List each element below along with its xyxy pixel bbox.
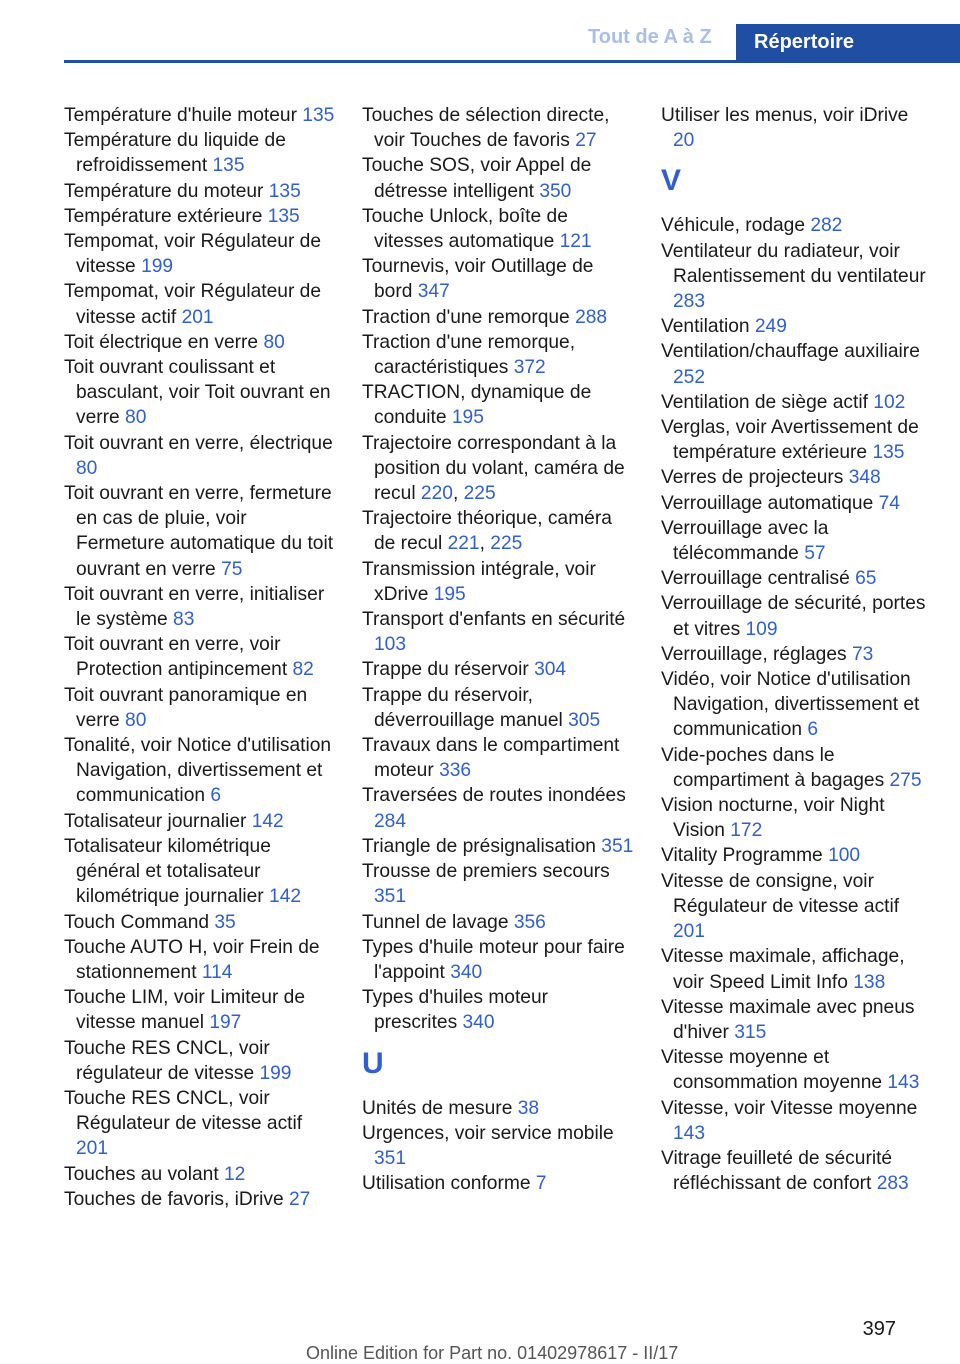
index-entry bbox=[362, 657, 634, 682]
index-entry bbox=[64, 1036, 336, 1086]
index-entry: Trajectoire correspondant à la position du volant, caméra de recul 220, 225 bbox=[362, 432, 625, 505]
page-link[interactable]: 135 bbox=[302, 105, 335, 126]
page-link[interactable]: 102 bbox=[873, 391, 906, 413]
section-tab[interactable]: Répertoire bbox=[736, 24, 960, 62]
page-link[interactable]: 138 bbox=[853, 971, 886, 993]
index-entry bbox=[362, 305, 634, 330]
index-entry bbox=[64, 1187, 336, 1212]
page-link[interactable]: 57 bbox=[804, 543, 826, 565]
page-link[interactable]: 372 bbox=[513, 357, 546, 379]
page-link[interactable]: 80 bbox=[76, 457, 98, 479]
entry-term: Tempomat, voir Régulateur de vitesse actif bbox=[64, 281, 322, 328]
letter-heading: U bbox=[362, 1046, 384, 1080]
index-entry bbox=[661, 339, 933, 389]
page-link[interactable]: 221 bbox=[447, 533, 480, 555]
page-link[interactable]: 135 bbox=[872, 442, 905, 464]
entry-term: Vitesse maximale, affichage, voir Speed Limit Info bbox=[661, 946, 905, 993]
index-column-3 bbox=[661, 103, 933, 1196]
entry-term: Verrouillage automatique bbox=[661, 492, 879, 514]
entry-term: Trousse de premiers secours bbox=[362, 861, 610, 883]
index-entry bbox=[64, 128, 336, 178]
index-entry bbox=[64, 683, 336, 733]
page-link[interactable]: 6 bbox=[210, 785, 222, 807]
page-link[interactable]: 135 bbox=[268, 180, 301, 202]
page-link[interactable]: 109 bbox=[745, 618, 778, 640]
page-link[interactable]: 6 bbox=[807, 719, 819, 741]
page-link[interactable]: 283 bbox=[876, 1173, 909, 1195]
page-link[interactable]: 65 bbox=[855, 568, 877, 590]
index-entry bbox=[661, 843, 933, 868]
index-entry bbox=[661, 944, 933, 994]
entry-term: Types d'huiles moteur prescrites bbox=[362, 987, 549, 1034]
page-link[interactable]: 275 bbox=[889, 769, 922, 791]
entry-term: Verrouillage avec la télécommande bbox=[661, 517, 829, 565]
entry-term: Touche RES CNCL, voir régulateur de vitesse bbox=[64, 1037, 270, 1084]
page-link[interactable]: 121 bbox=[559, 231, 592, 253]
entry-term: Touche Unlock, boîte de vitesses automatique bbox=[362, 205, 568, 253]
entry-term: Types d'huile moteur pour faire l'appoint bbox=[362, 936, 625, 983]
index-entry bbox=[362, 935, 634, 985]
entry-term: Traversées de routes inondées bbox=[362, 785, 626, 807]
index-entry bbox=[64, 733, 336, 809]
page-link[interactable]: 114 bbox=[201, 961, 233, 983]
entry-term: Touche SOS, voir Appel de détresse intelligent bbox=[362, 155, 592, 202]
entry-term: Verrouillage, réglages bbox=[661, 643, 852, 665]
page-link[interactable]: 7 bbox=[535, 1173, 547, 1195]
chapter-tab[interactable]: Tout de A à Z bbox=[588, 26, 712, 48]
page-link[interactable]: 199 bbox=[259, 1062, 292, 1084]
entry-term: Toit ouvrant en verre, initialiser le système bbox=[64, 583, 325, 631]
index-entry bbox=[661, 103, 933, 153]
page-link[interactable]: 143 bbox=[887, 1072, 920, 1094]
index-entry bbox=[64, 481, 336, 582]
index-entry bbox=[64, 985, 336, 1035]
index-entry bbox=[362, 910, 634, 935]
page-link[interactable]: 201 bbox=[76, 1138, 109, 1160]
entry-term: Vitesse, voir Vitesse moyenne bbox=[661, 1097, 918, 1119]
entry-term: Toit électrique en verre bbox=[64, 331, 264, 353]
index-entry bbox=[661, 314, 933, 339]
entry-term: Toit ouvrant coulissant et basculant, voir Toit ouvrant en verre bbox=[64, 357, 331, 429]
entry-term: Véhicule, rodage bbox=[661, 215, 811, 237]
page-link[interactable]: 74 bbox=[878, 492, 900, 514]
index-entry bbox=[64, 1086, 336, 1162]
page-link[interactable]: 288 bbox=[575, 306, 608, 328]
entry-term: Ventilation/chauffage auxiliaire bbox=[661, 341, 920, 363]
entry-term: Verrouillage centralisé bbox=[661, 568, 856, 590]
entry-term: TRACTION, dynamique de conduite bbox=[362, 382, 592, 429]
entry-term: Vitality Programme bbox=[661, 845, 829, 867]
page-link[interactable]: 80 bbox=[125, 407, 147, 429]
entry-term: Température d'huile moteur bbox=[64, 105, 303, 126]
index-entry bbox=[64, 279, 336, 329]
entry-term: Traction d'une remorque, caractéristiques bbox=[362, 331, 576, 379]
entry-term: Vitesse maximale avec pneus d'hiver bbox=[661, 996, 915, 1043]
index-entry bbox=[362, 380, 634, 430]
page-link[interactable]: 282 bbox=[810, 215, 843, 237]
entry-term: Totalisateur journalier bbox=[64, 810, 252, 832]
page-link[interactable]: 225 bbox=[463, 483, 496, 505]
entry-term: Trajectoire correspondant à la position du volant, caméra de recul bbox=[362, 432, 625, 505]
index-entry bbox=[661, 491, 933, 516]
index-entry: Trajectoire théorique, caméra de recul 221, 225 bbox=[362, 508, 612, 555]
entry-term: Ventilateur du radiateur, voir Ralentissement du ventilateur bbox=[661, 240, 926, 287]
entry-term: Verglas, voir Avertissement de température extérieure bbox=[661, 417, 919, 464]
entry-term: Toit ouvrant en verre, voir Protection antipincement bbox=[64, 634, 293, 681]
entry-term: Triangle de présignalisation bbox=[362, 835, 602, 857]
index-entry bbox=[362, 1171, 634, 1196]
index-entry bbox=[64, 330, 336, 355]
index-entry bbox=[661, 1045, 933, 1095]
page-link[interactable]: 350 bbox=[539, 180, 572, 202]
index-entry bbox=[362, 153, 634, 203]
entry-term: Tournevis, voir Outillage de bord bbox=[362, 256, 594, 303]
page-link[interactable]: 172 bbox=[730, 820, 763, 842]
index-entry bbox=[64, 834, 336, 910]
index-entry bbox=[661, 516, 933, 566]
page-link[interactable]: 195 bbox=[433, 583, 466, 605]
entry-term: Vitesse de consigne, voir Régulateur de vitesse actif bbox=[661, 870, 900, 917]
page-link[interactable]: 12 bbox=[224, 1163, 246, 1185]
index-entry bbox=[64, 582, 336, 632]
index-entry bbox=[64, 103, 336, 128]
page-link[interactable]: 135 bbox=[212, 155, 245, 177]
page-link[interactable]: 284 bbox=[374, 810, 407, 832]
index-entry bbox=[661, 566, 933, 591]
entry-term: Tunnel de lavage bbox=[362, 911, 514, 933]
entry-term: Touch Command bbox=[64, 911, 215, 933]
entry-term: Tempomat, voir Régulateur de vitesse bbox=[64, 231, 322, 278]
page-link[interactable]: 199 bbox=[141, 256, 174, 278]
page-link[interactable]: 340 bbox=[450, 961, 483, 983]
page-link[interactable]: 305 bbox=[568, 709, 601, 731]
entry-term: Touches de favoris, iDrive bbox=[64, 1188, 290, 1210]
page-link[interactable]: 20 bbox=[673, 130, 695, 152]
page-link[interactable]: 80 bbox=[263, 331, 285, 353]
page-link[interactable]: 143 bbox=[673, 1122, 706, 1144]
index-entry bbox=[64, 809, 336, 834]
page-link[interactable]: 100 bbox=[828, 845, 861, 867]
page-link[interactable]: 195 bbox=[451, 407, 484, 429]
entry-term: Température du liquide de refroidissement bbox=[64, 130, 286, 177]
page-link[interactable]: 249 bbox=[754, 316, 787, 338]
index-entry bbox=[362, 859, 634, 909]
entry-term: Vitrage feuilleté de sécurité réfléchissant de confort bbox=[661, 1147, 893, 1195]
page-link[interactable]: 304 bbox=[534, 659, 567, 681]
index-entry bbox=[362, 733, 634, 783]
letter-heading: V bbox=[661, 164, 682, 198]
index-entry bbox=[661, 390, 933, 415]
entry-term: Toit ouvrant panoramique en verre bbox=[64, 684, 308, 731]
index-entry bbox=[661, 1096, 933, 1146]
page-link[interactable]: 27 bbox=[289, 1188, 311, 1210]
entry-term: Touche AUTO H, voir Frein de stationnement bbox=[64, 936, 320, 983]
index-entry bbox=[362, 834, 634, 859]
page-link[interactable]: 351 bbox=[374, 1147, 407, 1169]
entry-term: Vidéo, voir Notice d'utilisation Navigation, divertissement et communication bbox=[661, 669, 920, 741]
index-entry bbox=[64, 1162, 336, 1187]
page-link[interactable]: 38 bbox=[517, 1097, 540, 1119]
page-link[interactable]: 103 bbox=[374, 634, 407, 656]
index-entry bbox=[64, 910, 336, 935]
index-entry bbox=[64, 431, 336, 481]
entry-term: Trappe du réservoir, déverrouillage manuel bbox=[362, 684, 569, 731]
page-link[interactable]: 315 bbox=[734, 1021, 767, 1043]
index-entry bbox=[661, 465, 933, 490]
entry-term: Touches au volant bbox=[64, 1163, 225, 1185]
entry-term: Totalisateur kilométrique général et totalisateur kilométrique journalier bbox=[64, 835, 271, 908]
page-link[interactable]: 80 bbox=[125, 709, 147, 731]
page-link[interactable]: 340 bbox=[462, 1012, 495, 1034]
page-link[interactable]: 82 bbox=[292, 659, 314, 681]
index-entry bbox=[362, 557, 634, 607]
page-link[interactable]: 142 bbox=[251, 810, 284, 832]
page-link[interactable]: 142 bbox=[269, 886, 302, 908]
page-link[interactable]: 351 bbox=[374, 886, 407, 908]
page-link[interactable]: 201 bbox=[673, 921, 706, 943]
page-link[interactable]: 225 bbox=[490, 533, 523, 555]
index-entry bbox=[661, 869, 933, 945]
index-entry bbox=[64, 935, 336, 985]
entry-term: Utilisation conforme bbox=[362, 1173, 536, 1195]
entry-term: Utiliser les menus, voir iDrive bbox=[661, 105, 909, 126]
edition-footer: Online Edition for Part no. 01402978617 - II/17 bbox=[306, 1343, 679, 1363]
index-column-2 bbox=[362, 103, 634, 1196]
index-entry bbox=[64, 355, 336, 431]
entry-term: Transport d'enfants en sécurité bbox=[362, 609, 626, 631]
entry-term: Verrouillage de sécurité, portes et vitres bbox=[661, 593, 926, 640]
index-entry bbox=[362, 985, 634, 1035]
index-entry bbox=[661, 642, 933, 667]
page-link[interactable]: 197 bbox=[209, 1012, 242, 1034]
page-number: 397 bbox=[862, 1318, 896, 1340]
page-link[interactable]: 27 bbox=[575, 130, 597, 152]
page-link[interactable]: 348 bbox=[848, 467, 881, 489]
page-link[interactable]: 75 bbox=[221, 558, 243, 580]
entry-term: Vision nocturne, voir Night Vision bbox=[661, 795, 885, 842]
entry-term: Ventilation bbox=[661, 316, 755, 338]
entry-term: Vide-poches dans le compartiment à bagages bbox=[661, 744, 890, 791]
index-column-1 bbox=[64, 103, 336, 1212]
entry-term: Ventilation de siège actif bbox=[661, 391, 874, 413]
index-entry bbox=[362, 330, 634, 380]
index-entry bbox=[661, 793, 933, 843]
page-link[interactable]: 220 bbox=[420, 483, 453, 505]
page-link[interactable]: 336 bbox=[439, 760, 472, 782]
entry-term: Touche RES CNCL, voir Régulateur de vitesse actif bbox=[64, 1087, 303, 1135]
entry-term: Trappe du réservoir bbox=[362, 659, 535, 681]
entry-term: Unités de mesure bbox=[362, 1097, 518, 1119]
index-entry bbox=[661, 591, 933, 641]
index-entry bbox=[661, 213, 933, 238]
index-entry bbox=[661, 995, 933, 1045]
entry-term: Verres de projecteurs bbox=[661, 467, 849, 489]
page-link[interactable]: 35 bbox=[214, 911, 236, 933]
entry-term: Transmission intégrale, voir xDrive bbox=[362, 558, 596, 605]
index-entry bbox=[362, 1096, 634, 1121]
index-entry bbox=[661, 743, 933, 793]
page-link[interactable]: 73 bbox=[851, 643, 874, 665]
index-entry bbox=[661, 239, 933, 315]
entry-term: Température du moteur bbox=[64, 180, 269, 202]
entry-term: Urgences, voir service mobile bbox=[362, 1122, 614, 1144]
index-entry bbox=[64, 204, 336, 229]
index-entry bbox=[661, 667, 933, 743]
entry-term: Trajectoire théorique, caméra de recul bbox=[362, 508, 612, 555]
index-entry bbox=[362, 204, 634, 254]
page-link[interactable]: 252 bbox=[673, 366, 706, 388]
entry-term: Travaux dans le compartiment moteur bbox=[362, 735, 620, 782]
page-link[interactable]: 347 bbox=[417, 281, 450, 303]
page-link[interactable]: 83 bbox=[173, 609, 195, 631]
index-entry bbox=[64, 229, 336, 279]
index-entry bbox=[362, 683, 634, 733]
index-entry bbox=[64, 179, 336, 204]
entry-term: Tonalité, voir Notice d'utilisation Navigation, divertissement et communication bbox=[64, 735, 332, 807]
index-entry bbox=[362, 103, 634, 153]
page-link[interactable]: 356 bbox=[513, 911, 546, 933]
page-link[interactable]: 283 bbox=[673, 291, 706, 313]
entry-term: Toit ouvrant en verre, électrique bbox=[64, 432, 333, 454]
index-entry bbox=[661, 1146, 933, 1196]
entry-term: Touche LIM, voir Limiteur de vitesse manuel bbox=[64, 987, 306, 1034]
entry-term: Vitesse moyenne et consommation moyenne bbox=[661, 1047, 888, 1094]
index-entry bbox=[661, 415, 933, 465]
index-entry bbox=[362, 607, 634, 657]
entry-term: Température extérieure bbox=[64, 205, 268, 227]
entry-term: Traction d'une remorque bbox=[362, 306, 576, 328]
page-link[interactable]: 135 bbox=[267, 205, 300, 227]
page-link[interactable]: 201 bbox=[181, 306, 214, 328]
entry-term: Toit ouvrant en verre, fermeture en cas de pluie, voir Fermeture automatique du toit ouvrant en verre bbox=[64, 483, 334, 580]
index-entry bbox=[362, 783, 634, 833]
index-entry bbox=[362, 254, 634, 304]
entry-term: Touches de sélection directe, voir Touches de favoris bbox=[362, 105, 610, 152]
index-entry bbox=[362, 1121, 634, 1171]
index-entry bbox=[64, 632, 336, 682]
page-link[interactable]: 351 bbox=[601, 835, 634, 857]
